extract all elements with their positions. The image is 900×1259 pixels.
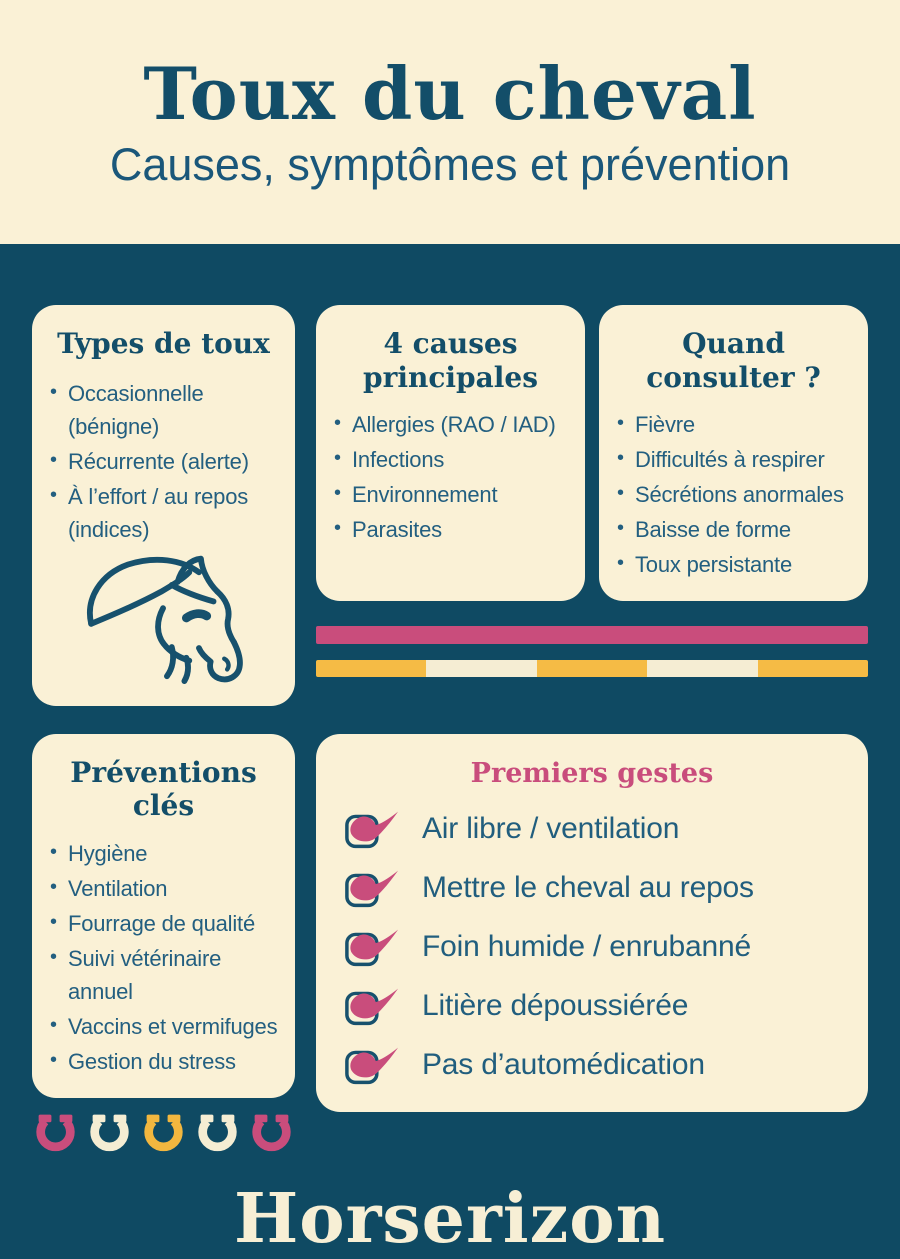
- list-item: • Occasionnelle (bénigne): [48, 377, 279, 443]
- card-causes-principales: [316, 305, 585, 601]
- list-item: • Sécrétions anormales: [615, 478, 852, 511]
- card-title-premiers-gestes: Premiers gestes: [470, 757, 714, 789]
- stripe-segment: [537, 660, 647, 677]
- causes-principales-list: [332, 408, 569, 546]
- checklist-label: Foin humide / enrubanné: [422, 929, 751, 963]
- top-row: [32, 305, 868, 706]
- checklist-label: Litière dépoussiérée: [422, 988, 689, 1022]
- list-item: • Fourrage de qualité: [48, 907, 279, 940]
- list-item: • Difficultés à respirer: [615, 443, 852, 476]
- page-title: Toux du cheval: [143, 50, 757, 136]
- page-subtitle: Causes, symptômes et prévention: [109, 139, 791, 191]
- checked-checkbox-icon: [344, 806, 400, 852]
- header-banner: [0, 0, 900, 244]
- checked-checkbox-icon: [344, 1042, 400, 1088]
- horseshoe-icon: [33, 1110, 78, 1155]
- checked-checkbox-icon: [344, 865, 400, 911]
- horse-head-icon: [48, 548, 279, 688]
- list-item: • Hygiène: [48, 837, 279, 870]
- list-item: • Allergies (RAO / IAD): [332, 408, 569, 441]
- premiers-gestes-checklist: [344, 806, 840, 1088]
- list-item: • Ventilation: [48, 872, 279, 905]
- preventions-cles-list: [48, 837, 279, 1078]
- stripe-segment: [316, 660, 426, 677]
- card-quand-consulter: [599, 305, 868, 601]
- infographic-body: [0, 244, 900, 1259]
- footer: [32, 1179, 868, 1259]
- card-preventions-cles: [32, 734, 295, 1098]
- card-types-de-toux: [32, 305, 295, 706]
- horseshoe-row: [32, 1110, 295, 1155]
- list-item: • Vaccins et vermifuges: [48, 1010, 279, 1043]
- checklist-label: Pas d’automédication: [422, 1047, 705, 1081]
- list-item: • Infections: [332, 443, 569, 476]
- card-title-causes-principales: 4 causes principales: [363, 327, 538, 394]
- quand-consulter-list: [615, 408, 852, 581]
- striped-divider-bar: [316, 660, 868, 677]
- stripe-segment: [758, 660, 868, 677]
- stripe-segment: [426, 660, 536, 677]
- checklist-row: [344, 924, 840, 970]
- horseshoe-icon: [141, 1110, 186, 1155]
- checklist-label: Air libre / ventilation: [422, 811, 680, 845]
- list-item: • Environnement: [332, 478, 569, 511]
- list-item: • À l’effort / au repos (indices): [48, 480, 279, 546]
- checked-checkbox-icon: [344, 924, 400, 970]
- types-de-toux-list: [48, 375, 279, 548]
- checked-checkbox-icon: [344, 983, 400, 1029]
- stripe-segment: [647, 660, 757, 677]
- list-item: • Gestion du stress: [48, 1045, 279, 1078]
- card-title-types-de-toux: Types de toux: [57, 327, 270, 360]
- list-item: • Suivi vétérinaire annuel: [48, 942, 279, 1008]
- horseshoe-icon: [87, 1110, 132, 1155]
- brand-logo-text: Horserizon: [233, 1178, 667, 1259]
- card-title-quand-consulter: Quand consulter ?: [646, 327, 821, 394]
- checklist-row: [344, 983, 840, 1029]
- checklist-row: [344, 806, 840, 852]
- horseshoe-icon: [249, 1110, 294, 1155]
- list-item: • Parasites: [332, 513, 569, 546]
- list-item: • Fièvre: [615, 408, 852, 441]
- pink-divider-bar: [316, 626, 868, 644]
- checklist-row: [344, 1042, 840, 1088]
- card-premiers-gestes: [316, 734, 868, 1112]
- list-item: • Baisse de forme: [615, 513, 852, 546]
- list-item: • Toux persistante: [615, 548, 852, 581]
- list-item: • Récurrente (alerte): [48, 445, 279, 478]
- checklist-row: [344, 865, 840, 911]
- horseshoe-icon: [195, 1110, 240, 1155]
- bottom-row: [32, 734, 868, 1155]
- checklist-label: Mettre le cheval au repos: [422, 870, 754, 904]
- card-title-preventions-cles: Préventions clés: [70, 755, 257, 823]
